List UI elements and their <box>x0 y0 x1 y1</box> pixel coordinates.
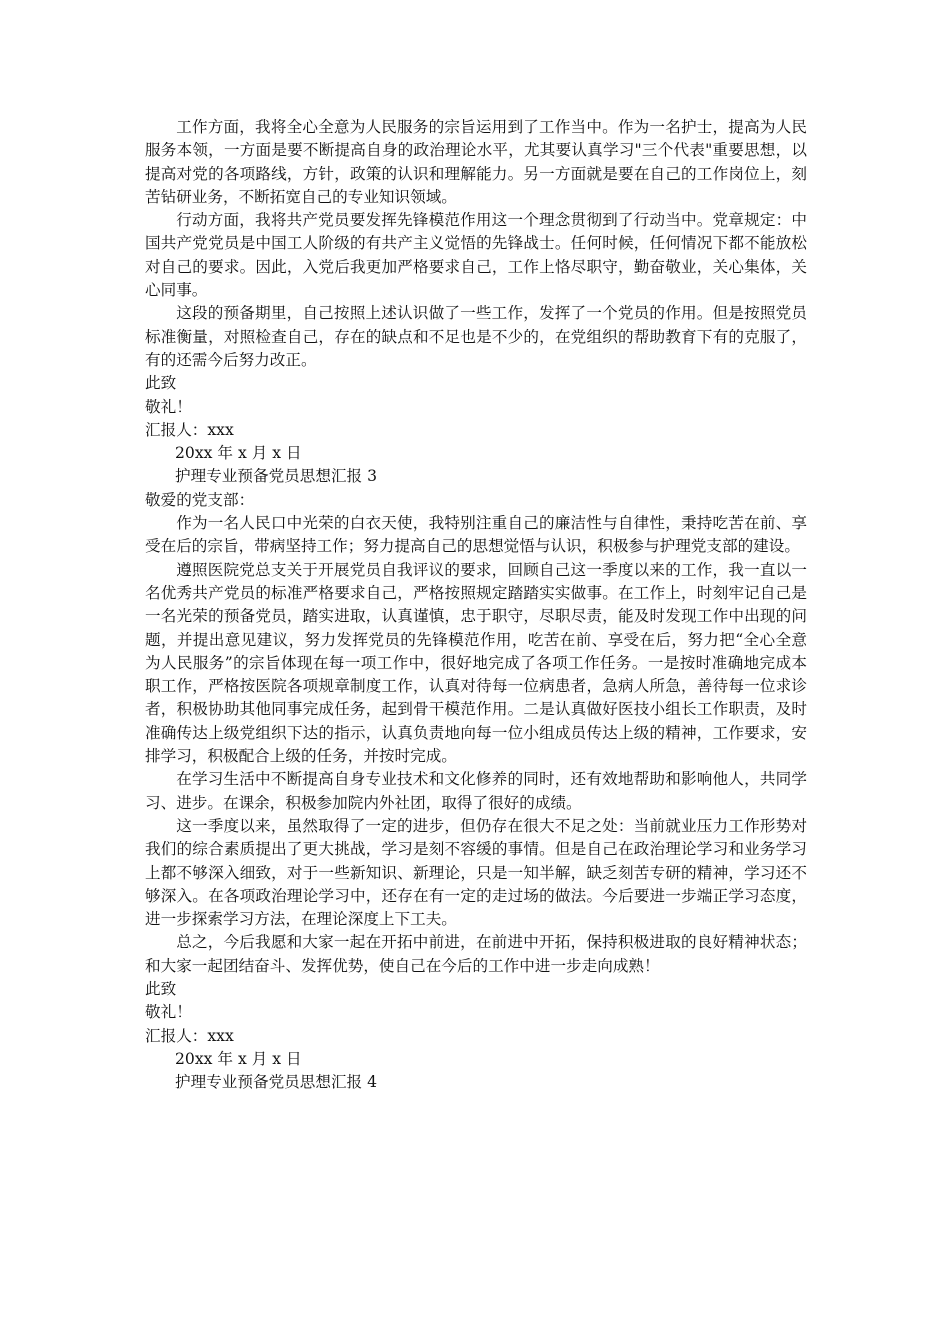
salute-line: 敬礼！ <box>145 1003 192 1022</box>
date-line: 20xx 年 x 月 x 日 <box>175 444 302 463</box>
paragraph: 遵照医院党总支关于开展党员自我评议的要求，回顾自己这一季度以来的工作，我一直以一名优秀共产党员的标准严格要求自己，严格按照规定踏踏实实做事。在工作上，时刻牢记自己是一名光荣的预备党员，踏实进取，认真谨慎，忠于职守，尽职尽责，能及时发现工作中出现的问题，并提出意见建议，努力发挥党员的先锋模范作用，吃苦在前、享受在后，努力把“全心全意为人民服务”的宗旨体现在每一项工作中，很好地完成了各项工作任务。一是按时准确地完成本职工作，严格按医院各项规章制度工作，认真对待每一位病患者，急病人所急，善待每一位求诊者，积极协助其他同事完成任务，起到骨干模范作用。二是认真做好医技小组长工作职责，及时准确传达上级党组织下达的指示，认真负责地向每一位小组成员传达上级的精神，工作要求，安排学习，积极配合上级的任务，并按时完成。 <box>145 560 807 766</box>
greeting-line: 敬爱的党支部： <box>145 490 255 509</box>
paragraph: 工作方面，我将全心全意为人民服务的宗旨运用到了工作当中。作为一名护士，提高为人民服务本领，一方面是要不断提高自身的政治理论水平，尤其要认真学习"三个代表"重要思想，以提高对党的各项路线，方针，政策的认识和理解能力。另一方面就是要在自己的工作岗位上，刻苦钻研业务，不断拓宽自己的专业知识领域。 <box>145 118 807 206</box>
reporter-line: 汇报人：xxx <box>145 420 234 439</box>
closing-line: 此致 <box>145 979 177 998</box>
paragraph: 在学习生活中不断提高自身专业技术和文化修养的同时，还有效地帮助和影响他人，共同学习、进步。在课余，积极参加院内外社团，取得了很好的成绩。 <box>145 770 807 812</box>
document-page <box>145 116 807 1094</box>
paragraph: 这一季度以来，虽然取得了一定的进步，但仍存在很大不足之处：当前就业压力工作形势对我们的综合素质提出了更大挑战，学习是刻不容缓的事情。但是自己在政治理论学习和业务学习上都不够深入细致，对于一些新知识、新理论，只是一知半解，缺乏刻苦专研的精神，学习还不够深入。在各项政治理论学习中，还存在有一定的走过场的做法。今后要进一步端正学习态度，进一步探索学习方法，在理论深度上下工夫。 <box>145 816 807 929</box>
date-line: 20xx 年 x 月 x 日 <box>175 1049 302 1068</box>
salute-line: 敬礼！ <box>145 397 192 416</box>
paragraph: 行动方面，我将共产党员要发挥先锋模范作用这一个理念贯彻到了行动当中。党章规定：中国共产党党员是中国工人阶级的有共产主义觉悟的先锋战士。任何时候，任何情况下都不能放松对自己的要求。因此，入党后我更加严格要求自己，工作上恪尽职守，勤奋敬业，关心集体，关心同事。 <box>145 211 807 300</box>
section-title: 护理专业预备党员思想汇报 3 <box>175 467 378 486</box>
closing-line: 此致 <box>145 374 177 393</box>
paragraph: 作为一名人民口中光荣的白衣天使，我特别注重自己的廉洁性与自律性，秉持吃苦在前、享受在后的宗旨，带病坚持工作；努力提高自己的思想觉悟与认识，积极参与护理党支部的建设。 <box>145 514 807 556</box>
reporter-line: 汇报人：xxx <box>145 1026 234 1045</box>
paragraph: 总之，今后我愿和大家一起在开拓中前进，在前进中开拓，保持积极进取的良好精神状态；和大家一起团结奋斗、发挥优势，使自己在今后的工作中进一步走向成熟！ <box>145 933 807 975</box>
paragraph: 这段的预备期里，自己按照上述认识做了一些工作，发挥了一个党员的作用。但是按照党员标准衡量，对照检查自己，存在的缺点和不足也是不少的，在党组织的帮助教育下有的克服了，有的还需今后努力改正。 <box>145 304 807 369</box>
section-title: 护理专业预备党员思想汇报 4 <box>175 1073 378 1092</box>
